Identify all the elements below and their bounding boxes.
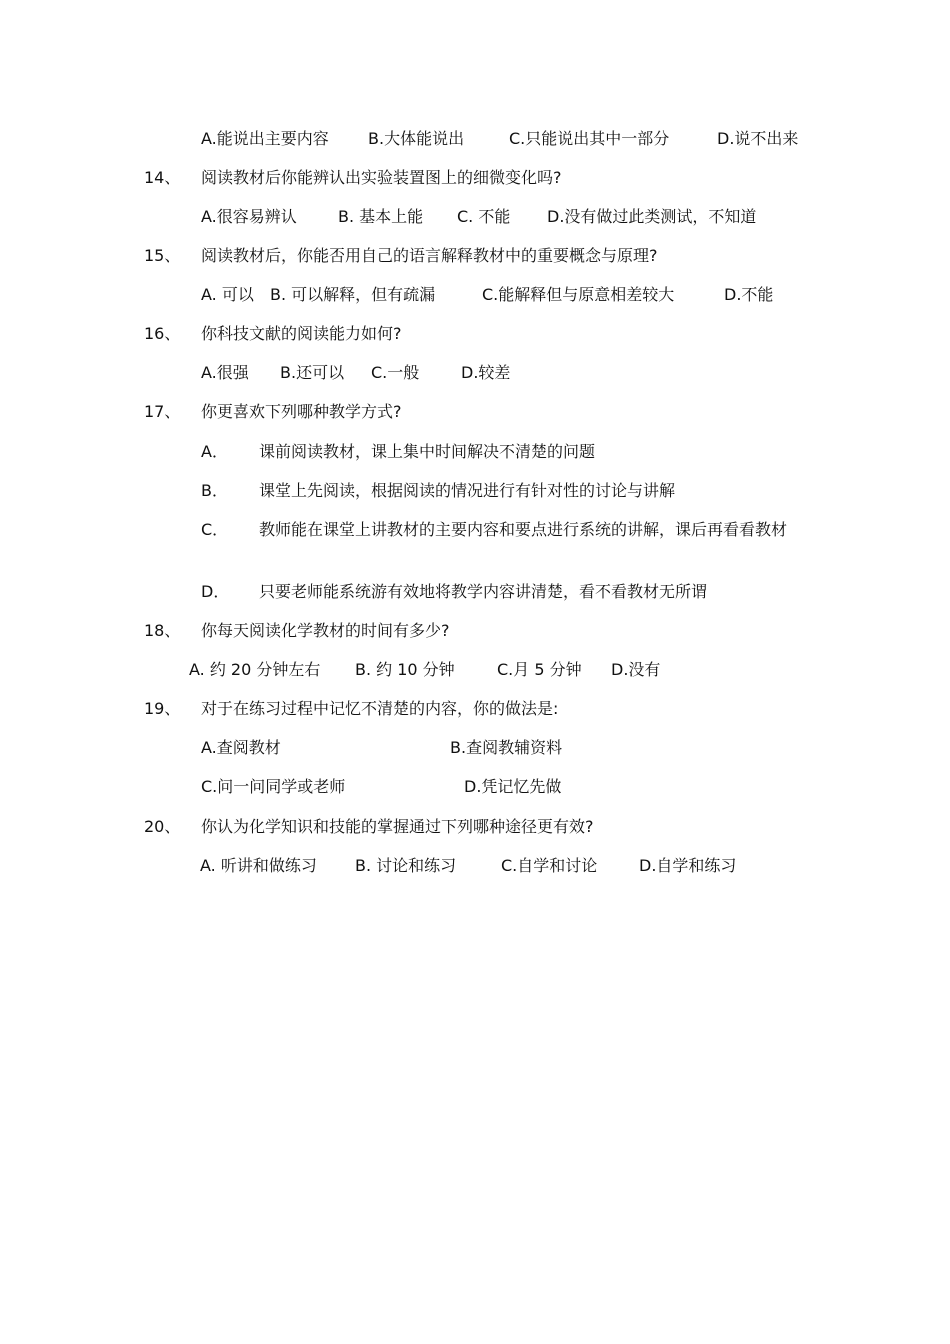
question-number: 18、: [144, 621, 181, 640]
question-text: 你每天阅读化学教材的时间有多少?: [201, 621, 450, 640]
q17-option-d-letter: D．: [201, 582, 230, 601]
q17-option-b-text: 课堂上先阅读，根据阅读的情况进行有针对性的讨论与讲解: [259, 481, 676, 500]
q17-option-a-text: 课前阅读教材，课上集中时间解决不清楚的问题: [259, 442, 596, 461]
q20-option-d: D.自学和练习: [639, 856, 737, 875]
q17-option-b-letter: B．: [201, 481, 228, 500]
q15-option-a: A. 可以: [201, 285, 254, 304]
q17-option-c-text: 教师能在课堂上讲教材的主要内容和要点进行系统的讲解，课后再看看教材: [259, 520, 788, 539]
q16-option-b: B.还可以: [280, 363, 345, 382]
q17-option-a-letter: A．: [201, 442, 228, 461]
question-number: 16、: [144, 324, 181, 343]
q13-option-d: D.说不出来: [717, 129, 799, 148]
q16-option-d: D.较差: [461, 363, 511, 382]
q18-option-a: A. 约 20 分钟左右: [189, 660, 321, 679]
question-text: 你更喜欢下列哪种教学方式?: [201, 402, 402, 421]
q15-option-b: B. 可以解释，但有疏漏: [270, 285, 436, 304]
q14-option-a: A.很容易辨认: [201, 207, 297, 226]
question-text: 你认为化学知识和技能的掌握通过下列哪种途径更有效?: [201, 817, 594, 836]
q16-option-c: C.一般: [371, 363, 420, 382]
q13-option-a: A.能说出主要内容: [201, 129, 329, 148]
q19-option-b: B.查阅教辅资料: [450, 738, 563, 757]
q20-option-b: B. 讨论和练习: [355, 856, 457, 875]
q19-option-a: A.查阅教材: [201, 738, 281, 757]
q14-option-c: C. 不能: [457, 207, 511, 226]
q19-option-c: C.问一问同学或老师: [201, 777, 346, 796]
question-text: 对于在练习过程中记忆不清楚的内容，你的做法是:: [201, 699, 559, 718]
q16-option-a: A.很强: [201, 363, 249, 382]
question-text: 阅读教材后，你能否用自己的语言解释教材中的重要概念与原理?: [201, 246, 658, 265]
q17-option-d-text: 只要老师能系统游有效地将教学内容讲清楚，看不看教材无所谓: [259, 582, 708, 601]
q14-option-b: B. 基本上能: [338, 207, 424, 226]
question-text: 你科技文献的阅读能力如何?: [201, 324, 402, 343]
question-number: 20、: [144, 817, 181, 836]
q18-option-b: B. 约 10 分钟: [355, 660, 455, 679]
q14-option-d: D.没有做过此类测试，不知道: [547, 207, 757, 226]
question-text: 阅读教材后你能辨认出实验装置图上的细微变化吗?: [201, 168, 562, 187]
q19-option-d: D.凭记忆先做: [464, 777, 562, 796]
q18-option-c: C.月 5 分钟: [497, 660, 582, 679]
question-number: 14、: [144, 168, 181, 187]
question-number: 15、: [144, 246, 181, 265]
q20-option-a: A. 听讲和做练习: [200, 856, 317, 875]
q13-option-b: B.大体能说出: [368, 129, 465, 148]
q18-option-d: D.没有: [611, 660, 661, 679]
q20-option-c: C.自学和讨论: [501, 856, 598, 875]
question-number: 17、: [144, 402, 181, 421]
question-number: 19、: [144, 699, 181, 718]
q17-option-c-letter: C．: [201, 520, 229, 539]
q15-option-d: D.不能: [724, 285, 774, 304]
q13-option-c: C.只能说出其中一部分: [509, 129, 670, 148]
q15-option-c: C.能解释但与原意相差较大: [482, 285, 675, 304]
